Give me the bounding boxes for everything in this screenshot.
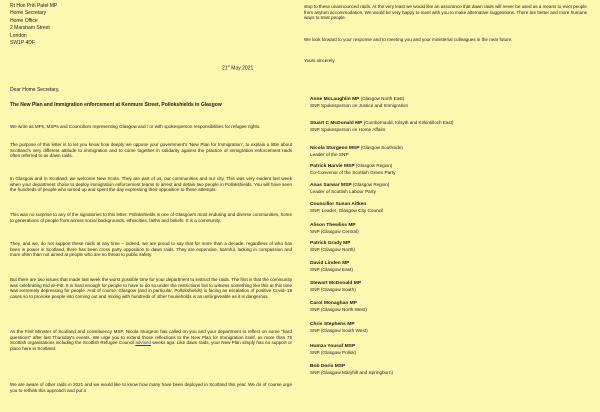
signatory-name: Humza Yousaf MSP — [310, 344, 356, 349]
signatory-name: Anas Sarwar MSP — [310, 183, 352, 188]
signatory — [310, 343, 590, 355]
date-month-year: May 2021 — [229, 65, 254, 72]
signatory-name: Chris Stephens MP — [310, 322, 355, 327]
signatory — [310, 321, 590, 333]
body-paragraph: stop to these unannounced raids. At the very least we would like an assurance that dawn raids will never be used as a means to evict people from asylum accommodation. We would be very happy to meet with you to make alternative suggestions. There are better and more humane ways to treat people. — [304, 4, 588, 21]
signatory-name-line — [310, 163, 590, 170]
signatory — [310, 280, 590, 292]
body-paragraph: In Glasgow and in Scotland, we welcome New Scots. They are part of us, our communities and our city. This was very evident last week when your department chose to deploy immigration enforcement teams to arrest and detain two people in Pollokshields. You will have seen the hundreds of people who turned up and spent the day expressing their opposition to these attempts. — [10, 176, 292, 193]
signatory-name: Anne McLaughlin MP — [310, 97, 360, 102]
signatory — [310, 363, 590, 375]
address-line: 2 Marsham Street — [10, 25, 50, 32]
signatory-constituency: (Glasgow Region) — [354, 163, 393, 168]
body-paragraph — [10, 329, 292, 351]
signatory-name-line — [310, 321, 590, 328]
date-suffix: st — [227, 64, 230, 68]
signatory-role: SNP (Glasgow Maryhill and Springburn) — [310, 369, 394, 375]
signatory-constituency: (Glasgow Region) — [351, 182, 390, 187]
signatory-role: SNP (Glasgow Pollok) — [310, 349, 357, 355]
signatory-role: Leader of the SNP — [310, 151, 349, 157]
signatory-role: SNP (Glasgow North West) — [310, 306, 367, 312]
signatory-role: Co-Convenor of the Scottish Green Party — [310, 169, 396, 175]
body-paragraph: The purpose of this letter is to let you know how deeply we oppose your government's 'New Plan for Immigration', to explain a little about Scotland's very different attitude to immigration and to come together in solidarity against the practice of immigration enforcement raids often referred to as dawn raids. — [10, 142, 292, 159]
signatory-constituency: (Glasgow Southside) — [359, 145, 403, 150]
paragraph-text: weeks ago. Like dawn raids, your New Plan simply has no support or place here in Scotland. — [10, 340, 292, 351]
signatory-name-line — [310, 201, 590, 208]
body-paragraph: We look forward to your response and to meeting you and your ministerial colleagues in the near future. — [304, 37, 513, 42]
signatory-name: Stuart C McDonald MP — [310, 121, 363, 126]
signatory-name: Stewart McDonald MP — [310, 281, 362, 286]
signatory-name: Bob Doris MSP — [310, 364, 346, 369]
signatory-constituency: (Cumbernauld, Kilsyth and Kirkintilloch East) — [362, 120, 454, 125]
signatory-name-line — [310, 363, 590, 370]
signatory — [310, 145, 590, 157]
recipient-address — [10, 3, 57, 47]
signatory-role: SNP (Glasgow South) — [310, 286, 356, 292]
signatory-name: Carol Monaghan MP — [310, 301, 358, 306]
signatory-name: Nicola Sturgeon MSP — [310, 146, 360, 151]
salutation: Dear Home Secretary, — [10, 87, 60, 93]
signatory — [310, 96, 590, 108]
signatory-name: Councillor Susan Aitken — [310, 202, 367, 207]
date-day: 21 — [222, 65, 228, 72]
signatory-role: SNP (Glasgow North) — [310, 246, 355, 252]
signatory-role: SNP (Glasgow Central) — [310, 228, 359, 234]
body-paragraph: They, and we, do not support these raids at any time – indeed, we are proud to say that for more than a decade, regardless of who has been in power in Scotland, there has been cross party opposition to dawn raids. They are expensive, harmful, lacking in compassion and more often than not aimed at people who are no threat to public safety. — [10, 241, 292, 258]
signatory — [310, 260, 590, 272]
signatory-name: David Linden MP — [310, 261, 350, 266]
signatory-name: Patrick Grady MP — [310, 241, 351, 246]
closing: Yours sincerely — [304, 58, 335, 63]
signatory-name-line — [310, 343, 590, 350]
signatory-role: SNP Spokesperson on Justice and Immigration — [310, 102, 409, 108]
signatory-name-line — [310, 240, 590, 247]
signatory — [310, 163, 590, 175]
signatory-role: SNP (Glasgow East) — [310, 266, 353, 272]
signatory-role: SNP, Leader, Glasgow City Council — [310, 207, 384, 213]
paragraph-text: As the First Minister of Scotland and constituency MSP, Nicola Sturgeon has called on you and your department to reflect on some "hard questions" after last Thursday's events. We urge you to extend those reflections to the New Plan for Immigration itself, as more than 75 Scottish organisations including the Scottish Refugee Council — [10, 329, 292, 346]
address-line: Home Office — [10, 17, 38, 24]
signatory — [310, 240, 590, 252]
body-paragraph: This was no surprise to any of the signatories to this letter. Pollokshields is one of Glasgow's most enduring and diverse communities, home to generations of people from across social backgrounds, ethnicities, faiths and beliefs. It is a community. — [10, 212, 292, 223]
signatory-name-line — [310, 280, 590, 287]
letter-date — [222, 66, 253, 72]
advised-link[interactable]: advised — [135, 340, 152, 346]
address-line: London — [10, 32, 27, 39]
signatory-name-line — [310, 222, 590, 229]
address-line: SW1P 4DF — [10, 40, 35, 47]
signatory-name-line — [310, 260, 590, 267]
signatory-name-line — [310, 145, 590, 152]
signatory — [310, 222, 590, 234]
signatory — [310, 201, 590, 213]
address-line: Rt Hon Priti Patel MP — [10, 3, 58, 9]
signatory-name-line — [310, 300, 590, 307]
signatory-name-line — [310, 120, 590, 127]
signatory-role: SNP Spokesperson on Home Affairs — [310, 126, 386, 132]
body-paragraph: We write as MPs, MSPs and Councillors representing Glasgow and / or with spokesperson responsibilities for refugee rights. — [10, 124, 261, 129]
signatory-role: Leader of Scottish Labour Party — [310, 188, 376, 194]
signatory-name-line — [310, 182, 590, 189]
signatory — [310, 182, 590, 194]
address-line: Home Secretary — [10, 10, 47, 17]
body-paragraph: But there are two issues that made last week the worst possible time for your department to instruct the raids. The first is that the community was celebrating Eid al–Fitr. It is hard enough for people to have to do so under the restrictions but to witness something like this at this time was extremely depressing for people. And of course, Glasgow (and in particular, Pollokshields) is facing an escalation of positive Covid–19 cases so to provoke people into coming out and mixing with hundreds of other households is as unforgiveable as it is dangerous. — [10, 277, 292, 299]
signatory — [310, 300, 590, 312]
signatory-name: Alison Thewliss MP — [310, 223, 356, 228]
signatory-role: SNP (Glasgow South West) — [310, 327, 368, 333]
signatory-name: Patrick Harvie MSP — [310, 164, 355, 169]
body-paragraph: We are aware of other raids in 2021 and we would like to know how many have been deployed in Scotland this year. We do of course urge you to rethink this approach and put a — [10, 382, 292, 393]
letter-subject: The New Plan and Immigration enforcement at Kenmure Street, Pollokshields in Glasgow — [10, 102, 222, 108]
signatory-name-line — [310, 96, 590, 103]
signatory-constituency: (Glasgow North East) — [359, 96, 405, 101]
signatory — [310, 120, 590, 132]
